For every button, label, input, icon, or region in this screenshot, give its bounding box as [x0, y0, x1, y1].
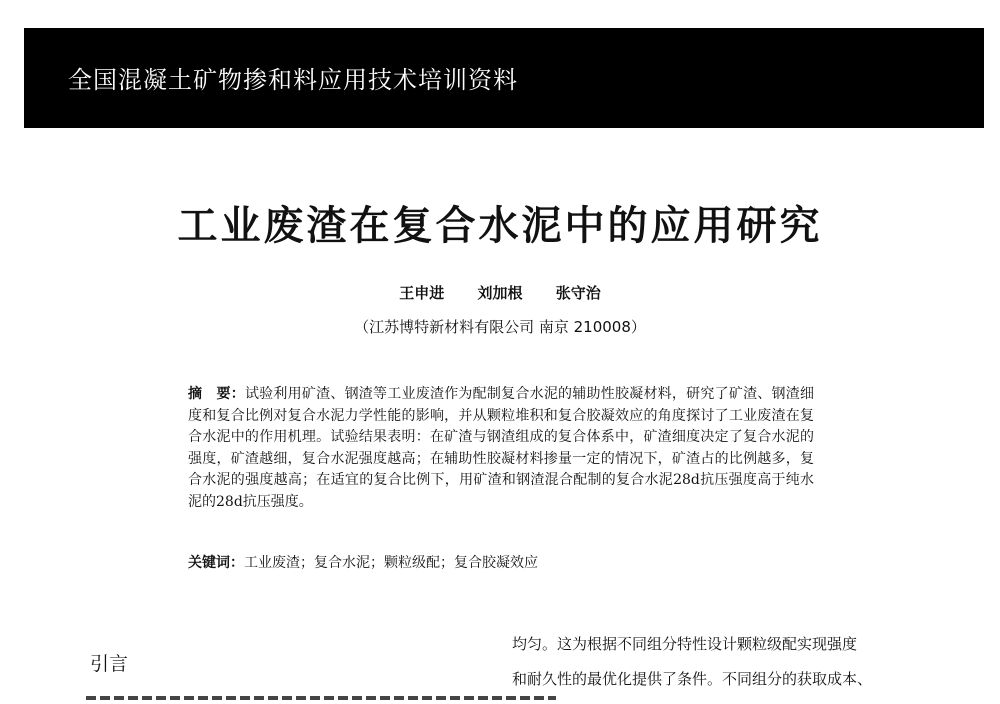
author-name: 刘加根: [477, 284, 523, 302]
paper-title: 工业废渣在复合水泥中的应用研究: [177, 203, 823, 249]
keywords-label: 关键词：: [188, 555, 244, 571]
affiliation: （江苏博特新材料有限公司 南京 210008）: [354, 318, 646, 336]
banner-title: 全国混凝土矿物掺和料应用技术培训资料: [68, 66, 518, 94]
cropped-text-line: [86, 694, 556, 704]
author-name: 张守治: [555, 284, 601, 302]
keywords: [188, 553, 814, 575]
abstract: [188, 384, 814, 513]
section-heading: 引言: [90, 653, 129, 675]
body-line: 均匀。这为根据不同组分特性设计颗粒级配实现强度: [512, 635, 858, 653]
abstract-text: 试验利用矿渣、钢渣等工业废渣作为配制复合水泥的辅助性胶凝材料，研究了矿渣、钢渣细度和复合比例对复合水泥力学性能的影响，并从颗粒堆积和复合胶凝效应的角度探讨了工业废渣在复合水泥中的作用机理。试验结果表明：在矿渣与钢渣组成的复合体系中，矿渣细度决定了复合水泥的强度，矿渣越细，复合水泥强度越高；在辅助性胶凝材料掺量一定的情况下，矿渣占的比例越多，复合水泥的强度越高；在适宜的复合比例下，用矿渣和钢渣混合配制的复合水泥28d抗压强度高于纯水泥的28d抗压强度。: [188, 386, 815, 510]
author-list: [0, 282, 1000, 303]
abstract-label: 摘 要：: [188, 386, 245, 402]
body-line: 和耐久性的最优化提供了条件。不同组分的获取成本、: [512, 670, 873, 688]
keywords-text: 工业废渣；复合水泥；颗粒级配；复合胶凝效应: [244, 555, 538, 571]
body-text-column: [512, 627, 912, 697]
author-name: 王申进: [399, 284, 445, 302]
